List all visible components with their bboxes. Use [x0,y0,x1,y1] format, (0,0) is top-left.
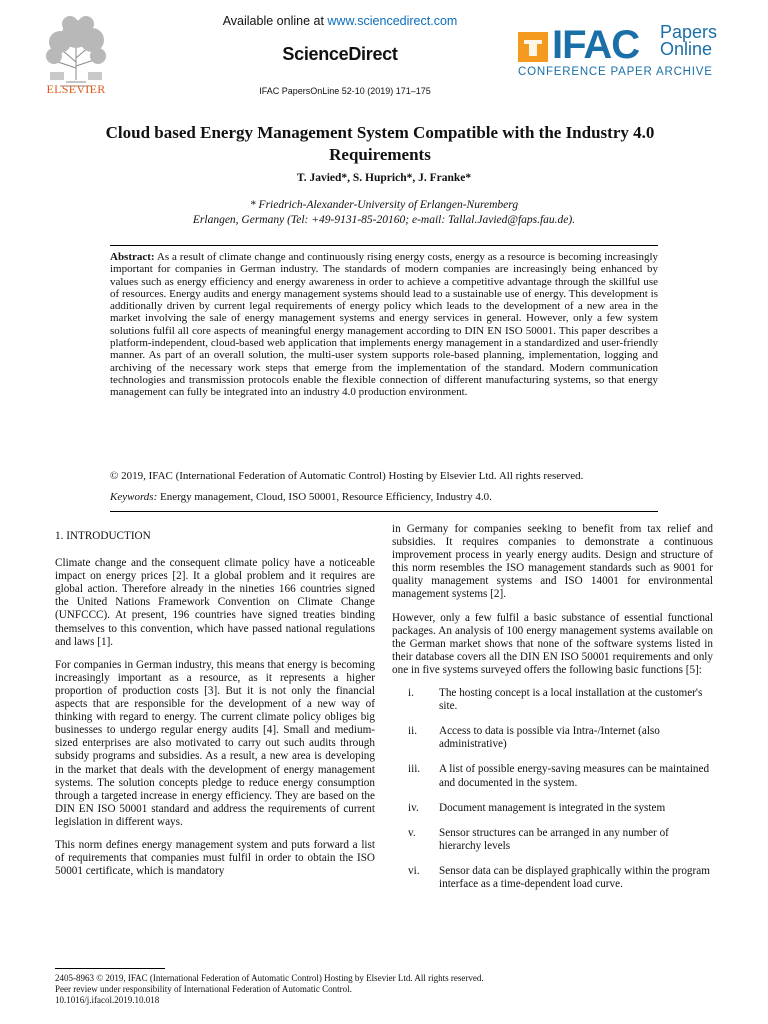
abstract-text: As a result of climate change and continuously rising energy costs, energy as a resource is becoming increasingly important for companies in German industry. The standards of modern companies are increasingly being enhanced by values such as energy efficiency and energy awareness in order to achieve a competitive advantage through the skillful use of resources. Energy audits and energy management systems should lead to a sustainable use of energy. This development is additionally driven by current legal requirements of energy policy which leads to the development of a new area in the market involving the sale of energy management systems and energy services in general. However, only a few system solutions fulfil all core aspects of meaningful energy management according to DIN EN ISO 50001. This paper describes a platform-independent, cloud-based web application that implements energy management in a standardized and user-friendly manner. As part of an overall solution, the multi-user system supports role-based planning, implementation, logging and archiving of the necessary work steps that emerge from the implementation of the standard. Modern communication technologies and transmission protocols enable the flexible connection of different manufacturing systems, so that energy management can fully be integrated into an industry 4.0 production environment. [110,251,658,399]
abstract-copyright: © 2019, IFAC (International Federation of Automatic Control) Hosting by Elsevier Ltd. All rights reserved. [110,470,584,482]
paper-title: Cloud based Energy Management System Compatible with the Industry 4.0 Requirements [105,123,655,164]
paragraph: However, only a few fulfil a basic substance of essential functional packages. An analysis of 100 energy management systems available on the German market shows that none of the software systems listed in their database covers all the DIN EN ISO 50001 requirements and only one in five systems surveyed offers the following basic functions [5]: [392,611,713,676]
left-column [55,530,375,888]
abstract [110,251,658,399]
footer-peer-review: Peer review under responsibility of International Federation of Automatic Control. [55,984,352,994]
list-item-text: The hosting concept is a local installation at the customer's site. [439,687,703,713]
ifac-wordmark: IFAC [552,23,640,67]
list-item-text: Document management is integrated in the system [439,801,666,814]
list-item-number: ii. [408,725,418,738]
sciencedirect-wordmark: ScienceDirect [282,44,398,64]
list-item-text: Access to data is possible via Intra-/Internet (also administrative) [439,725,660,751]
abstract-bottom-rule [110,511,658,512]
list-item-number: iv. [408,801,419,814]
keywords-label: Keywords: [110,491,158,503]
footer-issn-copyright: 2405-8963 © 2019, IFAC (International Federation of Automatic Control) Hosting by Elsevier Ltd. All rights reserved. [55,973,484,983]
list-item [392,725,713,751]
ifac-logo-mark-icon [518,32,548,62]
list-item-number: vi. [408,864,420,877]
affiliation-line-1: * Friedrich-Alexander-University of Erlangen-Nuremberg [249,199,519,211]
paragraph: For companies in German industry, this means that energy is becoming increasingly important as a resource, as it represents a higher proportion of production costs [3]. But it is not only the financial aspects that are responsible for the development of a new way of thinking with regard to energy. The current climate policy obliges big businesses to undergo regular energy audits [4]. Small and medium-sized enterprises are also motivated to carry out such audits through subsidy programs and subsidies. As a result, a new area is developing in the market that deals with the development of energy management systems. The solution concepts pledge to reduce energy consumption through a targeted increase in energy efficiency. They are based on the DIN EN ISO 50001 standard and address the requirements of current legislation in different ways. [55,658,375,828]
sciencedirect-link[interactable]: www.sciencedirect.com [327,14,458,28]
abstract-top-rule [110,245,658,246]
list-item [392,763,713,789]
ifac-emblem-icon [518,32,548,62]
papers-label: Papers [660,22,718,42]
conference-archive-label: CONFERENCE PAPER ARCHIVE [518,66,713,78]
section-heading-introduction: 1. INTRODUCTION [55,530,151,542]
paragraph: This norm defines energy management system and puts forward a list of requirements that companies must fulfil in order to obtain the ISO 50001 certificate, which is mandatory [55,838,375,878]
available-online-text: Available online at [222,14,328,28]
list-item [392,802,713,815]
journal-citation: IFAC PapersOnLine 52-10 (2019) 171–175 [259,86,431,96]
list-item-text: A list of possible energy-saving measures can be maintained and documented in the system. [439,763,710,789]
list-item-number: iii. [408,763,421,776]
list-item-number: i. [408,687,414,700]
list-item [392,687,713,713]
affiliation-line-2: Erlangen, Germany (Tel: +49-9131-85-20160; e-mail: Tallal.Javied@faps.fau.de). [192,214,576,226]
footer-rule [55,968,165,969]
list-item [392,865,713,891]
footer-doi[interactable]: 10.1016/j.ifacol.2019.10.018 [55,995,160,1005]
papers-online-label [660,24,717,58]
footer [55,973,735,1006]
elsevier-wordmark: ELSEVIER [46,82,106,96]
list-item-text: Sensor structures can be arranged in any number of hierarchy levels [439,826,669,852]
keywords [110,491,670,503]
list-item [392,827,713,853]
right-column [392,523,713,903]
list-item-number: v. [408,826,416,839]
abstract-label: Abstract: [110,251,155,263]
paragraph: in Germany for companies seeking to benefit from tax relief and subsidies. It requires companies to demonstrate a continuous improvement process in yearly energy audits. Design and structure of this norm resembles the ISO management standards such as 9001 for quality management systems and ISO 14001 for environmental management systems [2]. [392,523,713,601]
list-item-text: Sensor data can be displayed graphically within the program interface as a time-dependent load curve. [439,864,710,890]
author-affiliation [0,198,768,228]
keywords-text: Energy management, Cloud, ISO 50001, Resource Efficiency, Industry 4.0. [157,491,492,503]
online-label: Online [660,39,713,59]
paragraph: Climate change and the consequent climate policy have a noticeable impact on energy prices [2]. It a global problem and it requires are global action. Therefore already in the nineties 166 countries signed the United Nations Framework Convention on Climate Change (UNFCCC). At present, 196 countries have signed treaties binding themselves to this convention, which have passed national regulations and laws [1]. [55,557,375,648]
paper-authors: T. Javied*, S. Huprich*, J. Franke* [296,172,472,184]
